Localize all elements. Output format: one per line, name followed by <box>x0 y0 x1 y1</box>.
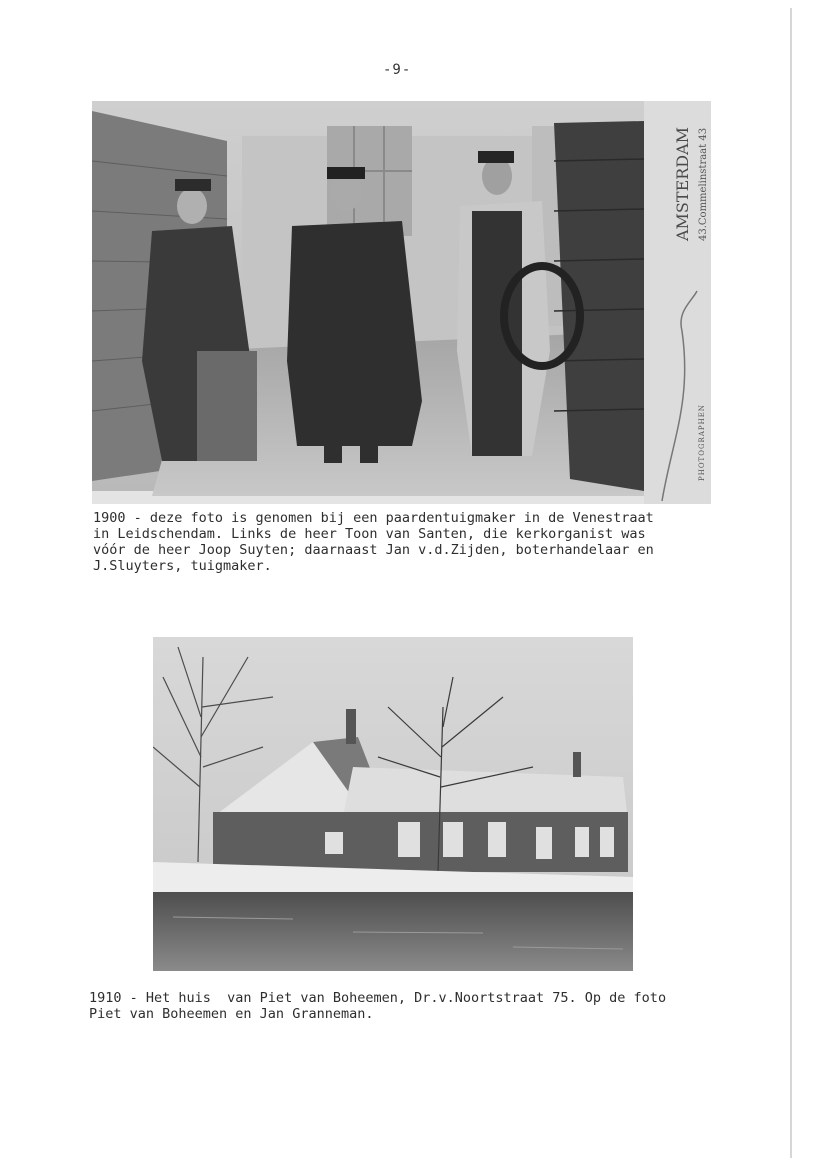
caption-line: J.Sluyters, tuigmaker. <box>93 558 272 574</box>
caption-photo-1 <box>93 510 654 574</box>
studio-city-text: AMSTERDAM <box>673 126 692 241</box>
caption-line: 1910 - Het huis van Piet van Boheemen, Dr.v.Noortstraat 75. Op de foto <box>89 990 667 1006</box>
caption-line: vóór de heer Joop Suyten; daarnaast Jan v.d.Zijden, boterhandelaar en <box>93 542 654 558</box>
caption-line: Piet van Boheemen en Jan Granneman. <box>89 1006 374 1022</box>
page-edge <box>790 8 792 1158</box>
photo-workshop-1900 <box>92 101 711 504</box>
studio-address-text: 43.Commelinstraat 43 <box>698 127 709 241</box>
caption-line: in Leidschendam. Links de heer Toon van Santen, die kerkorganist was <box>93 526 646 542</box>
photo-house-1910 <box>153 637 633 971</box>
studio-photographer-text: PHOTOGRAPHEN <box>698 404 706 481</box>
caption-line: 1900 - deze foto is genomen bij een paardentuigmaker in de Venestraat <box>93 510 654 526</box>
page-number: -9- <box>383 62 412 78</box>
caption-photo-2 <box>89 990 666 1022</box>
